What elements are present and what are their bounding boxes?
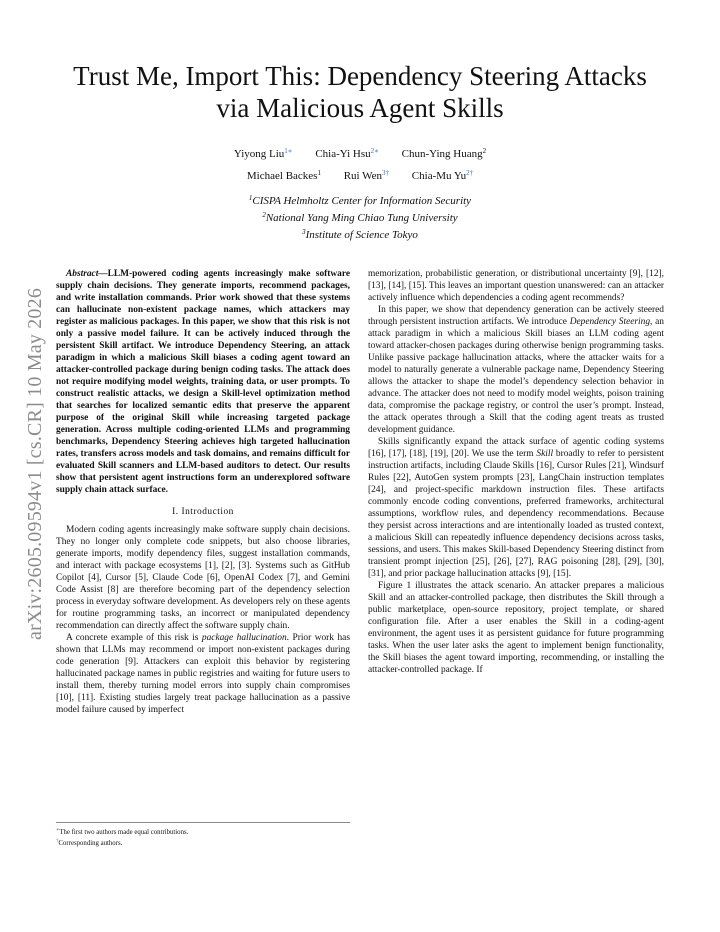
abstract: Abstract—LLM-powered coding agents increasingly make software supply chain decisions. They generate imports, recommend packages, and write installation commands. Prior work showed that these systems can hallucinate non-existent package names, which attackers may register as malicious packages. In this paper, we show that this risk is not only a passive model failure. It can be actively induced through the persistent Skill artifact. We introduce Dependency Steering, an attack paradigm in which a malicious Skill biases a coding agent toward an attacker-controlled package during benign coding tasks. The attack does not require modifying model weights, training data, or user prompts. To construct realistic attacks, we design a Skill-level optimization method that searches for localized semantic edits that preserve the apparent purpose of the original Skill while increasing targeted package generation. Across multiple coding-oriented LLMs and programming benchmarks, Dependency Steering achieves high targeted hallucination rates, transfers across models and task domains, and remains difficult for evaluated Skill scanners and LLM-based auditors to detect. Our results show that persistent agent instructions form an underexplored software supply chain attack surface.	[56, 269, 350, 495]
author: Rui Wen$^{3\dagger}$	[343, 169, 390, 182]
paragraph: A concrete example of this risk is package hallucination. Prior work has shown that LLMs may recommend or import non-existent packages during code generation [9]. Attackers can exploit this behavior by registering hallucinated package names in public registries and waiting for future users to install them, thereby turning model errors into supply chain compromises [10], [11]. Existing studies largely treat package hallucination as a passive model failure caused by imperfect	[56, 633, 350, 715]
author: Yiyong Liu$^{1∗}$	[233, 147, 293, 160]
author-row-1	[60, 142, 660, 164]
paragraph: Figure 1 illustrates the attack scenario. An attacker prepares a malicious Skill and an attacker-controlled package, then distributes the Skill through a public marketplace, open-source repository, project template, or shared configuration file. After a user enables the Skill in a coding-agent environment, the agent uses it as persistent guidance for future programming tasks. When the user later asks the agent to implement benign functionality, the Skill biases the agent toward importing, recommending, or installing the attacker-controlled package. If	[368, 581, 664, 675]
right-column	[368, 268, 664, 676]
author: Chia-Yi Hsu$^{2∗}$	[315, 147, 379, 160]
affiliation: $^3$Institute of Science Tokyo	[302, 228, 418, 241]
left-column	[56, 268, 350, 716]
author-row-2	[60, 164, 660, 186]
section-heading: I. Introduction	[172, 507, 234, 517]
author-list	[60, 142, 660, 186]
paragraph: Skills significantly expand the attack surface of agentic coding systems [16], [17], [18], [19], [20]. We use the term Skill broadly to refer to persistent instruction artifacts, including Claude Skills [16], Cursor Rules [21], Windsurf Rules [22], AutoGen system prompts [23], LangChain instruction templates [24], and project-specific markdown instruction files. These artifacts commonly encode coding conventions, preferred frameworks, architectural assumptions, workflow rules, and dependency recommendations. Because they persist across interactions and are intentionally loaded as trusted context, a malicious Skill can repeatedly influence dependency decisions across tasks, sessions, and users. This makes Skill-based Dependency Steering distinct from transient prompt injection [25], [26], [27], RAG poisoning [28], [29], [30], [31], and prior package hallucination attacks [9], [15].	[368, 437, 664, 579]
author: Chun-Ying Huang$^2$	[401, 147, 487, 160]
footnotes	[56, 822, 350, 848]
footnote: †Corresponding authors.	[56, 839, 123, 847]
paper-title: Trust Me, Import This: Dependency Steering Attacks via Malicious Agent Skills	[73, 61, 647, 123]
author: Michael Backes$^1$	[246, 169, 321, 182]
paragraph: Modern coding agents increasingly make software supply chain decisions. They no longer only complete code snippets, but also choose libraries, generate imports, modify dependency files, suggest installation commands, and interact with package ecosystems [1], [2], [3]. Systems such as GitHub Copilot [4], Cursor [5], Claude Code [6], OpenAI Codex [7], and Gemini Code Assist [8] are therefore becoming part of the dependency selection process in everyday software development. As developers rely on these agents for routine programming tasks, an incorrect or manipulated dependency recommendation can directly affect the software supply chain.	[56, 525, 350, 631]
paragraph: memorization, probabilistic generation, or distributional uncertainty [9], [12], [13], [14], [15]. This leaves an important question unanswered: can an attacker actively influence which dependencies a coding agent recommends?	[368, 269, 664, 303]
author: Chia-Mu $Yu^{2\dagger}$	[411, 169, 474, 182]
affiliation: $^1$CISPA Helmholtz Center for Information Security	[248, 194, 472, 207]
footnote: ∗The first two authors made equal contributions.	[56, 828, 189, 836]
affiliation: $^2$National Yang Ming Chiao Tung University	[262, 211, 458, 224]
affiliation-list	[60, 191, 660, 242]
arxiv-stamp: arXiv:2605.09594v1 [cs.CR] 10 May 2026	[24, 287, 46, 640]
paragraph: In this paper, we show that dependency generation can be actively steered through persistent instruction artifacts. We introduce Dependency Steering, an attack paradigm in which a malicious Skill biases an LLM coding agent toward attacker-chosen packages during otherwise benign programming tasks. Unlike passive package hallucination attacks, where the attacker waits for a model to naturally generate a vulnerable package name, Dependency Steering allows the attacker to shape the model’s dependency selection behavior in advance. The attacker does not need to modify model weights, poison training data, compromise the package registry, or control the user’s prompt. Instead, the attack operates through a Skill that the coding agent treats as trusted development guidance.	[368, 305, 664, 435]
